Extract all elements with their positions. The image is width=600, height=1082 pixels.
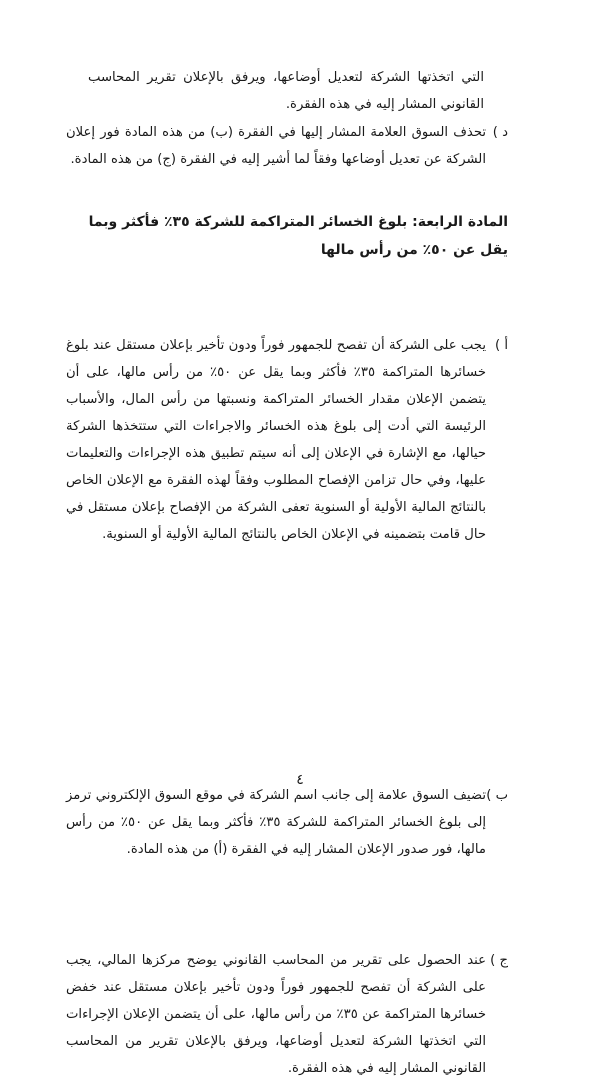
article-heading-block — [88, 208, 508, 264]
item-d-text: تحذف السوق العلامة المشار إليها في الفقرة (ب) من هذه المادة فور إعلان الشركة عن تعديل أوضاعها وفقاً لما أشير إليه في الفقرة (ج) من هذه المادة. — [66, 125, 486, 167]
item-a-text: يجب على الشركة أن تفصح للجمهور فوراً ودون تأخير بإعلان مستقل عند بلوغ خسائرها المتراكمة ٣٥٪ فأكثر وبما يقل عن ٥٠٪ من رأس مالها، على أن يتضمن الإعلان مقدار الخسائر المتراكمة ونسبتها من رأس المال، والأسباب الرئيسة التي أدت إلى بلوغ هذه الخسائر والاجراءات التي ستتخذها الشركة حيالها، مع الإشارة في الإعلان إلى أنه سيتم تطبيق هذه الإجراءات والتعليمات عليها، وفي حال تزامن الإفصاح المطلوب وفقاً لهذه الفقرة مع الإعلان الخاص بالنتائج المالية الأولية أو السنوية تعفى الشركة من الإفصاح بإعلان مستقل في حال قامت بتضمينه في الإعلان الخاص بالنتائج المالية الأولية أو السنوية. — [66, 338, 486, 542]
continuation-block — [88, 64, 508, 118]
item-a-marker: أ ) — [494, 338, 508, 353]
item-d-marker: د ) — [492, 125, 508, 140]
item-b — [66, 782, 508, 863]
item-b-text: تضيف السوق علامة إلى جانب اسم الشركة في موقع السوق الإلكتروني ترمز إلى بلوغ الخسائر المتراكمة للشركة ٣٥٪ فأكثر وبما يقل عن ٥٠٪ من رأس مالها، فور صدور الإعلان المشار إليه في الفقرة (أ) من هذه المادة. — [66, 788, 486, 857]
item-c-text: عند الحصول على تقرير من المحاسب القانوني يوضح مركزها المالي، يجب على الشركة أن تفصح للجمهور فوراً ودون تأخير بإعلان مستقل عند خفض خسائرها المتراكمة عن ٣٥٪ من رأس مالها، على أن يتضمن الإعلان الإجراءات التي اتخذتها الشركة لتعديل أوضاعها، ويرفق بالإعلان تقرير من المحاسب القانوني المشار إليه في هذه الفقرة. — [66, 953, 486, 1076]
item-c — [66, 947, 508, 1082]
item-a — [66, 332, 508, 548]
continuation-paragraph: التي اتخذتها الشركة لتعديل أوضاعها، ويرفق بالإعلان تقرير المحاسب القانوني المشار إليه في هذه الفقرة. — [88, 70, 484, 112]
item-c-marker: ج ) — [490, 953, 508, 968]
page-number: ٤ — [296, 772, 304, 788]
item-d — [66, 119, 508, 173]
item-b-marker: ب ) — [486, 788, 508, 803]
article-heading: المادة الرابعة: بلوغ الخسائر المتراكمة للشركة ٣٥٪ فأكثر وبما يقل عن ٥٠٪ من رأس مالها — [88, 214, 508, 258]
